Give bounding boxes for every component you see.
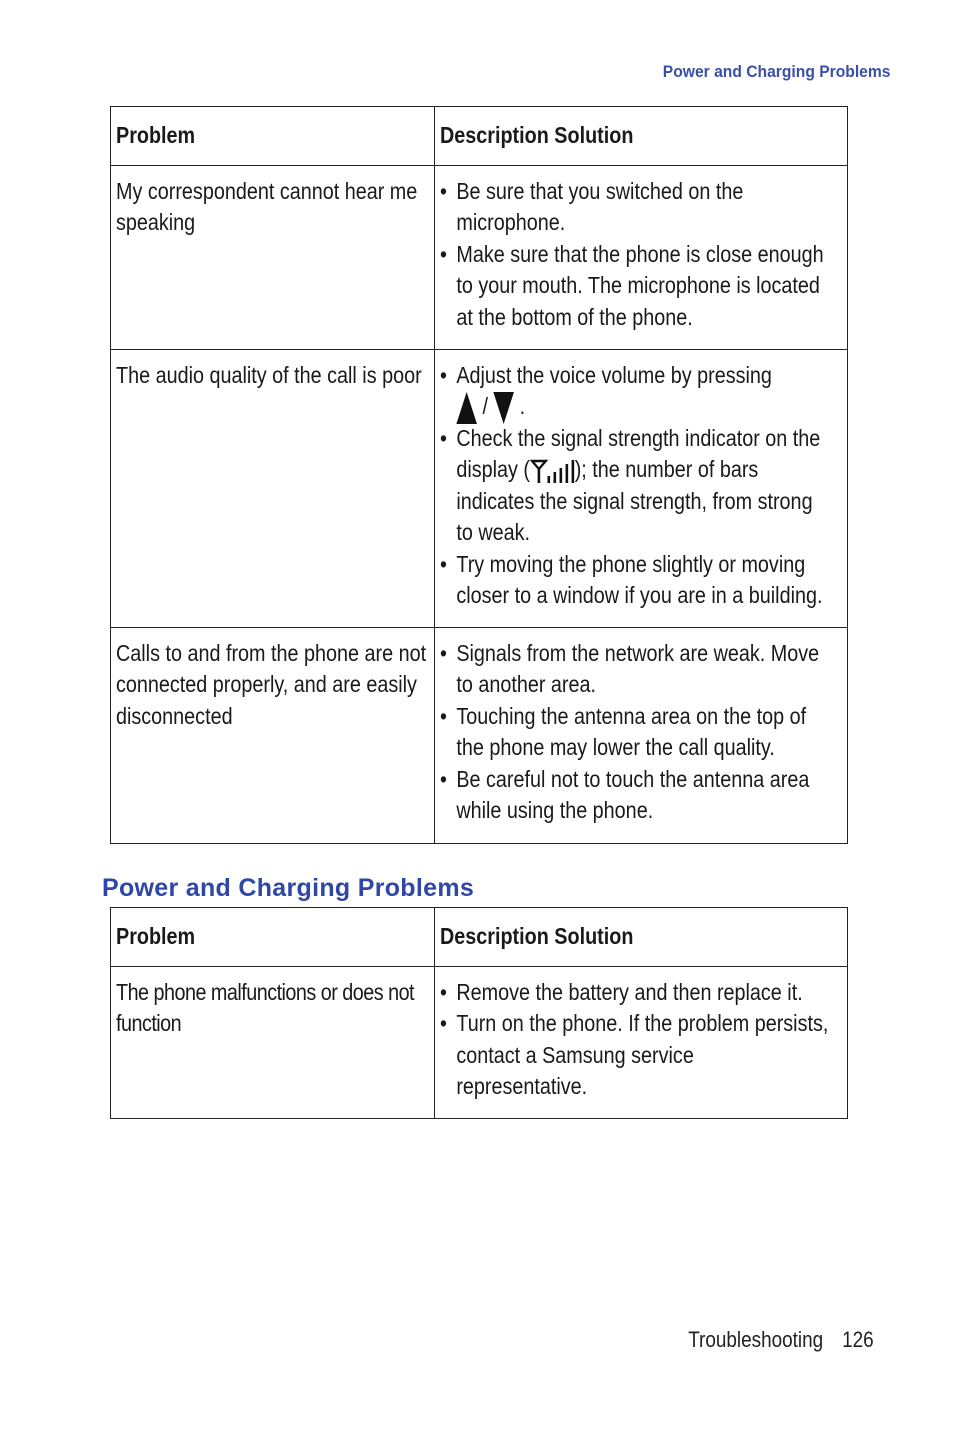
footer-section: Troubleshooting — [688, 1327, 824, 1352]
header-solution: Description Solution — [435, 107, 848, 166]
list-item: • Turn on the phone. If the problem persists, contact a Samsung service representative. — [440, 1010, 829, 1099]
list-item: • Signals from the network are weak. Move to another area. — [440, 639, 820, 697]
list-item: • Be careful not to touch the antenna area while using the phone. — [440, 765, 810, 823]
list-item: • Try moving the phone slightly or moving closer to a window if you are in a building. — [440, 550, 823, 608]
solution-list — [440, 360, 849, 612]
table-header-row — [111, 107, 848, 166]
solution-cell — [435, 966, 848, 1118]
table-header-row — [111, 908, 848, 967]
problem-cell: The phone malfunctions or does not function — [111, 966, 435, 1118]
solution-list — [440, 638, 849, 827]
list-item: • Check the signal strength indicator on the display ( ); the number of bars indicates the signal strength, from strong to weak. — [440, 424, 821, 545]
table-row — [111, 349, 848, 627]
triangle-down-icon — [493, 392, 514, 424]
page-footer — [689, 1327, 874, 1353]
table-row — [111, 966, 848, 1118]
solution-list — [440, 176, 849, 334]
solution-cell — [435, 627, 848, 843]
table-row — [111, 165, 848, 349]
signal-strength-icon — [530, 458, 575, 484]
page-number: 126 — [842, 1327, 874, 1352]
section-title: Power and Charging Problems — [102, 874, 475, 902]
solution-cell — [435, 165, 848, 349]
header-problem: Problem — [111, 107, 435, 166]
troubleshooting-table-1 — [110, 106, 848, 844]
list-item: • Adjust the voice volume by pressing / . — [440, 360, 849, 423]
solution-list — [440, 977, 849, 1103]
problem-cell: Calls to and from the phone are not connected properly, and are easily disconnected — [111, 627, 435, 843]
list-item: • Touching the antenna area on the top of the phone may lower the call quality. — [440, 702, 807, 760]
solution-cell — [435, 349, 848, 627]
triangle-up-icon — [456, 392, 477, 424]
list-item: • Make sure that the phone is close enough to your mouth. The microphone is located at the bottom of the phone. — [440, 240, 824, 330]
problem-cell: The audio quality of the call is poor — [111, 349, 435, 627]
list-item: • Remove the battery and then replace it. — [440, 978, 803, 1005]
table-row — [111, 627, 848, 843]
problem-cell: My correspondent cannot hear me speaking — [111, 165, 435, 349]
troubleshooting-table-2 — [110, 907, 848, 1119]
header-solution: Description Solution — [435, 908, 848, 967]
header-problem: Problem — [111, 908, 435, 967]
list-item: • Be sure that you switched on the microphone. — [440, 177, 744, 235]
running-head: Power and Charging Problems — [662, 62, 890, 81]
